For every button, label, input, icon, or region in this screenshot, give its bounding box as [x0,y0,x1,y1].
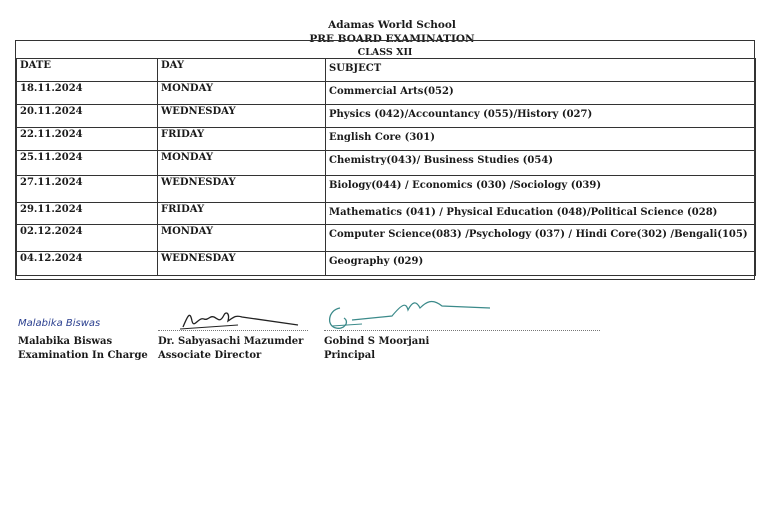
column-header-subject: SUBJECT [326,59,756,82]
subject-cell: Computer Science(083) /Psychology (037) / Hindi Core(302) /Bengali(105) [326,225,756,252]
date-cell: 27.11.2024 [17,176,158,203]
signatory-role: Associate Director [158,350,262,361]
day-cell: WEDNESDAY [158,252,326,276]
subject-cell: Mathematics (041) / Physical Education (048)/Political Science (028) [326,203,756,225]
table-header-row [17,59,756,82]
day-cell: MONDAY [158,225,326,252]
date-cell: 02.12.2024 [17,225,158,252]
table-row [17,176,756,203]
signatory-examination-in-charge [18,335,148,363]
signatory-name: Malabika Biswas [18,336,113,347]
column-header-date: DATE [17,59,158,82]
signatory-associate-director [158,335,303,363]
table-row [17,128,756,151]
table-row [17,252,756,276]
class-label: CLASS XII [357,47,413,58]
datesheet-frame [15,40,755,280]
subject-cell: Chemistry(043)/ Business Studies (054) [326,151,756,176]
signature-malabika [18,313,118,333]
signatory-name: Dr. Sabyasachi Mazumder [158,336,304,347]
day-cell: WEDNESDAY [158,176,326,203]
subject-cell: English Core (301) [326,128,756,151]
table-row [17,105,756,128]
date-cell: 20.11.2024 [17,105,158,128]
day-cell: MONDAY [158,151,326,176]
date-cell: 22.11.2024 [17,128,158,151]
signature-sabyasachi [178,305,308,335]
date-cell: 29.11.2024 [17,203,158,225]
day-cell: WEDNESDAY [158,105,326,128]
table-row [17,203,756,225]
subject-cell: Biology(044) / Economics (030) /Sociology (039) [326,176,756,203]
school-name: Adamas World School [328,19,456,31]
day-cell: MONDAY [158,82,326,105]
column-header-day: DAY [158,59,326,82]
exam-title: PRE BOARD EXAMINATION [309,33,475,45]
date-cell: 18.11.2024 [17,82,158,105]
signature-malabika-text: Malabika Biswas [18,318,101,329]
signatory-role: Principal [324,350,376,361]
subject-cell: Commercial Arts(052) [326,82,756,105]
signatory-name: Gobind S Moorjani [324,336,430,347]
date-cell: 04.12.2024 [17,252,158,276]
subject-cell: Physics (042)/Accountancy (055)/History (027) [326,105,756,128]
table-row [17,151,756,176]
day-cell: FRIDAY [158,203,326,225]
subject-cell: Geography (029) [326,252,756,276]
signature-gobind [322,296,502,336]
signatory-role: Examination In Charge [18,350,148,361]
table-row [17,225,756,252]
table-row [17,82,756,105]
datesheet-table [16,58,756,276]
signatory-principal [324,335,429,363]
date-cell: 25.11.2024 [17,151,158,176]
day-cell: FRIDAY [158,128,326,151]
